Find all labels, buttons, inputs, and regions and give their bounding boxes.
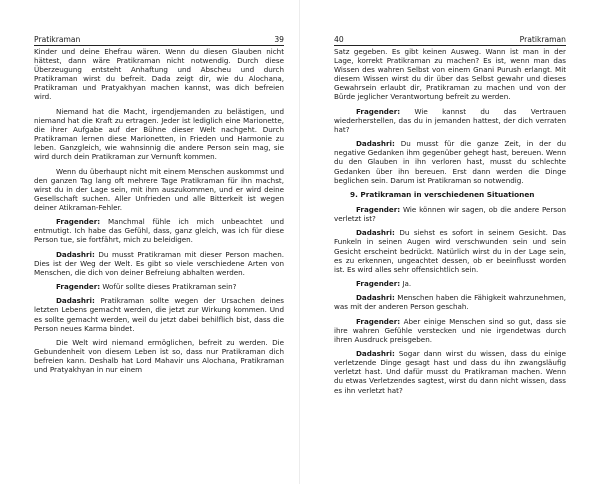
speaker-label: Fragender: [56,282,101,292]
page-number: 39 [274,35,284,44]
dialogue-paragraph: Fragender: Wofür sollte dieses Pratikraman sein? [56,282,237,292]
paragraph: Die Welt wird niemand ermöglichen, befreit zu werden. Die Gebundenheit von diesem Leben ist so, dass nur Pratikraman dich befreien kann. Deshalb hat Lord Mahavir uns Alochana, Pratikraman und Pratyakhyan in nur einem [34,337,284,375]
speaker-label: Fragender: [356,316,401,326]
dialogue-paragraph: Fragender: Ja. [356,279,412,288]
section-heading: 9. Pratikraman in verschiedenen Situationen [350,189,535,199]
page-number: 40 [334,35,344,44]
dialogue-paragraph: Dadashri: Du musst Pratikraman mit dieser Person machen. Dies ist der Weg der Welt. Es gibt so viele verschiedene Arten von Menschen, die dich von deiner Befreiung abhalten werden. [34,249,284,277]
dialogue-paragraph: Fragender: Manchmal fühle ich mich unbeachtet und entmutigt. Ich habe das Gefühl, dass, ganz gleich, was ich für diese Person tue, sie fortfährt, mich zu beleidigen. [34,217,284,245]
speaker-label: Fragender: [356,204,401,214]
speaker-label: Fragender: [356,106,401,116]
dialogue-paragraph: Dadashri: Menschen haben die Fähigkeit wahrzunehmen, was mit der anderen Person geschah. [334,293,566,312]
running-title: Pratikraman [34,35,81,44]
speaker-label: Dadashri: [356,293,395,303]
speaker-label: Fragender: [56,217,101,227]
paragraph: Satz gegeben. Es gibt keinen Ausweg. Wann ist man in der Lage, korrekt Pratikraman zu machen? Es ist, wenn man das Wissen des wahren Selbst von einem Gnani Purush erlangt. Mit diesem Wissen wirst du dir über das Selbst gewahr und dieses Gewahrsein erlaubt dir, Pratikraman zu machen und von der Bürde jeglicher Verantwortung befreit zu werden. [334,47,566,102]
speaker-label: Dadashri: [356,349,395,359]
dialogue-paragraph: Dadashri: Sogar dann wirst du wissen, dass du einige verletzende Dinge gesagt hast und dass du ihn zwangsläufig verletzt hast. Und dafür musst du Pratikraman machen. Wenn du etwas Verletzendes sagtest, wirst du dann nicht wissen, dass es ihn verletzt hat? [334,349,566,395]
dialogue-paragraph: Dadashri: Pratikraman sollte wegen der Ursachen deines letzten Lebens gemacht werden, die jetzt zur Wirkung kommen. Und es sollte gemacht werden, weil du jetzt dabei behilflich bist, dass die Person neues Karma bindet. [34,296,284,333]
header-rule [334,45,566,46]
speaker-label: Dadashri: [356,139,395,149]
speaker-label: Fragender: [356,279,401,288]
right-page [300,0,599,484]
page-header [334,35,566,44]
speaker-label: Dadashri: [356,228,395,238]
page-header [34,35,284,44]
speaker-label: Dadashri: [56,249,95,259]
paragraph: Kinder und deine Ehefrau wären. Wenn du diesen Glauben nicht hättest, dann wäre Pratikraman nicht notwendig. Durch diese Überzeugung entsteht Anhaftung und Abscheu und durch Pratikraman wirst du befreit. Dada zeigt dir, wie du Alochana, Pratikraman und Pratyakhyan machen kannst, was dich befreien wird. [34,47,284,102]
dialogue-paragraph: Fragender: Aber einige Menschen sind so gut, dass sie ihre wahren Gefühle verstecken und nie irgendetwas durch ihren Ausdruck preisgeben. [334,316,566,344]
paragraph: Niemand hat die Macht, irgendjemanden zu belästigen, und niemand hat die Kraft zu ertragen. Jeder ist lediglich eine Marionette, die ihrer Aufgabe auf der Bühne dieser Welt nachgeht. Durch Pratikraman lernen diese Marionetten, in Frieden und Harmonie zu leben. Ganzgleich, wie wahnsinnig die andere Person sein mag, sie wird durch dein Pratikraman zur Vernunft kommen. [34,106,284,162]
dialogue-paragraph: Fragender: Wie kannst du das Vertrauen wiederherstellen, das du in jemanden hattest, der dich verraten hat? [334,106,566,134]
dialogue-paragraph: Fragender: Wie können wir sagen, ob die andere Person verletzt ist? [334,204,566,224]
dialogue-paragraph: Dadashri: Du siehst es sofort in seinem Gesicht. Das Funkeln in seinen Augen wird verschwunden sein und sein Gesicht erscheint bedrückt. Natürlich wirst du in der Lage sein, es zu erkennen, ungeachtet dessen, ob er beeinflusst worden ist. Es wird alles sehr offensichtlich sein. [334,228,566,274]
header-rule [34,45,284,46]
dialogue-paragraph: Dadashri: Du musst für die ganze Zeit, in der du negative Gedanken ihm gegenüber gehegt hast, bereuen. Wenn du den Glauben in ihn verloren hast, musst du schlechte Gedanken über ihn bereuen. Erst dann werden die Dinge beglichen sein. Darum ist Pratikraman so notwendig. [334,139,566,185]
page-body [34,47,284,374]
paragraph: Wenn du überhaupt nicht mit einem Menschen auskommst und den ganzen Tag lang oft mehrere Tage Pratikraman für ihn machst, wirst du in der Lage sein, mit ihm auszukommen, und er wird deine Gesellschaft suchen. Aller Unfrieden und alle Bitterkeit ist wegen deiner Atikraman-Fehler. [34,166,284,212]
running-title: Pratikraman [519,35,566,44]
speaker-label: Dadashri: [56,296,95,306]
page-body [334,47,566,395]
